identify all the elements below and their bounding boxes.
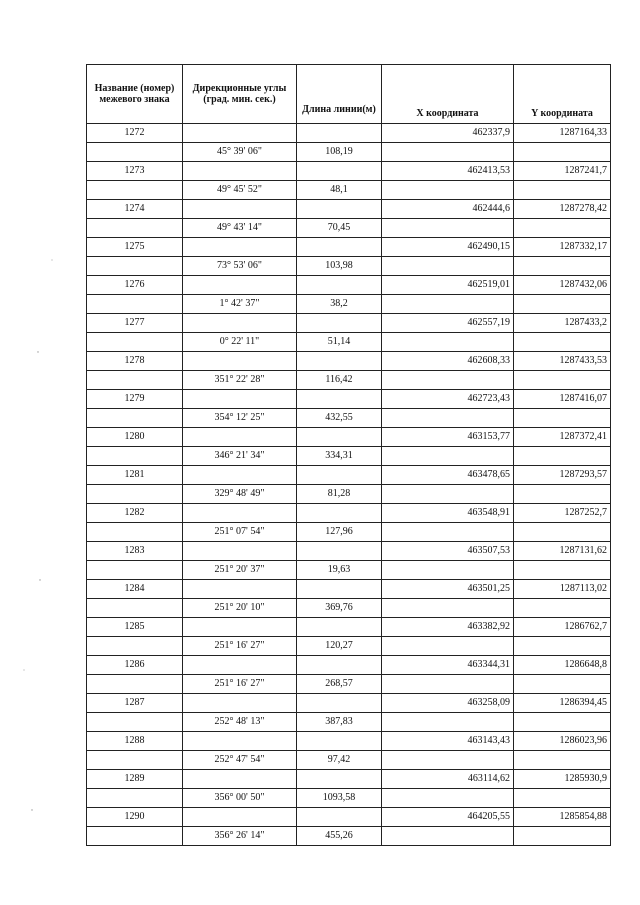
cell-x-coordinate xyxy=(382,713,514,732)
cell-mark-name xyxy=(87,295,183,314)
cell-x-coordinate xyxy=(382,333,514,352)
cell-x-coordinate: 462444,6 xyxy=(382,200,514,219)
cell-x-coordinate xyxy=(382,789,514,808)
cell-direction-angle: 251° 20' 10" xyxy=(183,599,297,618)
table-row xyxy=(87,314,611,333)
cell-line-length: 334,31 xyxy=(297,447,382,466)
cell-y-coordinate: 1285854,88 xyxy=(514,808,611,827)
cell-direction-angle xyxy=(183,124,297,143)
cell-line-length xyxy=(297,238,382,257)
cell-y-coordinate: 1287131,62 xyxy=(514,542,611,561)
cell-mark-name xyxy=(87,789,183,808)
table-row xyxy=(87,276,611,295)
cell-line-length xyxy=(297,694,382,713)
cell-line-length: 19,63 xyxy=(297,561,382,580)
cell-direction-angle xyxy=(183,276,297,295)
cell-direction-angle xyxy=(183,770,297,789)
cell-direction-angle xyxy=(183,314,297,333)
cell-direction-angle xyxy=(183,808,297,827)
cell-x-coordinate: 464205,55 xyxy=(382,808,514,827)
cell-y-coordinate xyxy=(514,295,611,314)
cell-y-coordinate: 1287416,07 xyxy=(514,390,611,409)
header-x-coordinate: X координата xyxy=(382,65,514,124)
cell-y-coordinate xyxy=(514,523,611,542)
cell-mark-name xyxy=(87,143,183,162)
table-row xyxy=(87,542,611,561)
cell-direction-angle: 251° 20' 37" xyxy=(183,561,297,580)
cell-y-coordinate xyxy=(514,713,611,732)
cell-x-coordinate: 462557,19 xyxy=(382,314,514,333)
cell-mark-name: 1278 xyxy=(87,352,183,371)
cell-y-coordinate xyxy=(514,333,611,352)
cell-mark-name xyxy=(87,333,183,352)
boundary-marks-table xyxy=(86,64,611,846)
cell-mark-name xyxy=(87,561,183,580)
cell-y-coordinate xyxy=(514,409,611,428)
cell-x-coordinate xyxy=(382,561,514,580)
cell-mark-name: 1273 xyxy=(87,162,183,181)
cell-x-coordinate xyxy=(382,827,514,846)
table-row xyxy=(87,447,611,466)
cell-x-coordinate xyxy=(382,219,514,238)
table-row xyxy=(87,504,611,523)
cell-y-coordinate: 1287252,7 xyxy=(514,504,611,523)
cell-mark-name: 1290 xyxy=(87,808,183,827)
cell-x-coordinate xyxy=(382,371,514,390)
cell-y-coordinate xyxy=(514,371,611,390)
cell-y-coordinate: 1286762,7 xyxy=(514,618,611,637)
cell-line-length xyxy=(297,656,382,675)
cell-line-length xyxy=(297,200,382,219)
cell-line-length xyxy=(297,504,382,523)
table-row xyxy=(87,808,611,827)
cell-mark-name xyxy=(87,447,183,466)
cell-direction-angle: 356° 00' 50" xyxy=(183,789,297,808)
table-row xyxy=(87,428,611,447)
table-row xyxy=(87,390,611,409)
cell-y-coordinate: 1285930,9 xyxy=(514,770,611,789)
cell-mark-name xyxy=(87,409,183,428)
cell-direction-angle: 1° 42' 37" xyxy=(183,295,297,314)
cell-line-length: 116,42 xyxy=(297,371,382,390)
cell-line-length: 1093,58 xyxy=(297,789,382,808)
cell-mark-name xyxy=(87,371,183,390)
cell-mark-name xyxy=(87,675,183,694)
cell-mark-name xyxy=(87,827,183,846)
cell-direction-angle xyxy=(183,504,297,523)
cell-y-coordinate: 1287332,17 xyxy=(514,238,611,257)
cell-x-coordinate: 463478,65 xyxy=(382,466,514,485)
cell-direction-angle: 251° 16' 27" xyxy=(183,675,297,694)
table-row xyxy=(87,485,611,504)
cell-y-coordinate: 1286648,8 xyxy=(514,656,611,675)
cell-x-coordinate: 463258,09 xyxy=(382,694,514,713)
cell-x-coordinate xyxy=(382,257,514,276)
cell-mark-name xyxy=(87,181,183,200)
cell-mark-name xyxy=(87,713,183,732)
cell-mark-name: 1289 xyxy=(87,770,183,789)
cell-direction-angle xyxy=(183,238,297,257)
table-row xyxy=(87,656,611,675)
cell-mark-name: 1281 xyxy=(87,466,183,485)
cell-x-coordinate: 463548,91 xyxy=(382,504,514,523)
cell-direction-angle: 49° 43' 14" xyxy=(183,219,297,238)
cell-y-coordinate: 1286023,96 xyxy=(514,732,611,751)
cell-y-coordinate: 1287293,57 xyxy=(514,466,611,485)
cell-line-length: 97,42 xyxy=(297,751,382,770)
cell-x-coordinate: 463507,53 xyxy=(382,542,514,561)
cell-y-coordinate: 1287433,53 xyxy=(514,352,611,371)
cell-line-length xyxy=(297,428,382,447)
cell-x-coordinate xyxy=(382,485,514,504)
table-row xyxy=(87,770,611,789)
cell-y-coordinate xyxy=(514,561,611,580)
cell-mark-name: 1288 xyxy=(87,732,183,751)
table-body xyxy=(87,124,611,846)
cell-mark-name xyxy=(87,637,183,656)
cell-direction-angle: 49° 45' 52" xyxy=(183,181,297,200)
cell-x-coordinate xyxy=(382,143,514,162)
cell-direction-angle xyxy=(183,618,297,637)
table-row xyxy=(87,713,611,732)
cell-x-coordinate xyxy=(382,295,514,314)
cell-x-coordinate: 463344,31 xyxy=(382,656,514,675)
cell-x-coordinate: 463382,92 xyxy=(382,618,514,637)
cell-direction-angle: 329° 48' 49" xyxy=(183,485,297,504)
cell-line-length: 70,45 xyxy=(297,219,382,238)
cell-direction-angle: 252° 48' 13" xyxy=(183,713,297,732)
cell-y-coordinate: 1287432,06 xyxy=(514,276,611,295)
cell-x-coordinate xyxy=(382,409,514,428)
cell-mark-name: 1274 xyxy=(87,200,183,219)
cell-y-coordinate: 1286394,45 xyxy=(514,694,611,713)
cell-line-length: 432,55 xyxy=(297,409,382,428)
cell-mark-name xyxy=(87,257,183,276)
cell-mark-name: 1286 xyxy=(87,656,183,675)
table-row xyxy=(87,352,611,371)
cell-line-length xyxy=(297,390,382,409)
cell-x-coordinate xyxy=(382,181,514,200)
cell-direction-angle: 251° 16' 27" xyxy=(183,637,297,656)
header-direction-angle: Дирекционные углы (град. мин. сек.) xyxy=(183,65,297,124)
cell-x-coordinate xyxy=(382,447,514,466)
cell-y-coordinate xyxy=(514,143,611,162)
table-row xyxy=(87,409,611,428)
cell-direction-angle xyxy=(183,352,297,371)
cell-line-length xyxy=(297,618,382,637)
cell-direction-angle xyxy=(183,656,297,675)
table-row xyxy=(87,789,611,808)
cell-y-coordinate: 1287372,41 xyxy=(514,428,611,447)
table-row xyxy=(87,732,611,751)
cell-direction-angle: 251° 07' 54" xyxy=(183,523,297,542)
cell-y-coordinate: 1287241,7 xyxy=(514,162,611,181)
cell-line-length xyxy=(297,124,382,143)
cell-mark-name: 1283 xyxy=(87,542,183,561)
cell-direction-angle xyxy=(183,694,297,713)
cell-x-coordinate: 463501,25 xyxy=(382,580,514,599)
cell-line-length: 369,76 xyxy=(297,599,382,618)
cell-y-coordinate xyxy=(514,789,611,808)
cell-mark-name: 1280 xyxy=(87,428,183,447)
cell-mark-name xyxy=(87,485,183,504)
cell-line-length: 268,57 xyxy=(297,675,382,694)
cell-line-length: 387,83 xyxy=(297,713,382,732)
cell-line-length xyxy=(297,542,382,561)
cell-x-coordinate: 462413,53 xyxy=(382,162,514,181)
cell-y-coordinate xyxy=(514,675,611,694)
cell-line-length: 127,96 xyxy=(297,523,382,542)
cell-direction-angle xyxy=(183,200,297,219)
cell-direction-angle xyxy=(183,732,297,751)
cell-direction-angle: 351° 22' 28" xyxy=(183,371,297,390)
cell-mark-name: 1275 xyxy=(87,238,183,257)
cell-direction-angle xyxy=(183,542,297,561)
cell-line-length: 38,2 xyxy=(297,295,382,314)
table-row xyxy=(87,295,611,314)
table-row xyxy=(87,257,611,276)
cell-x-coordinate: 463114,62 xyxy=(382,770,514,789)
table-row xyxy=(87,751,611,770)
cell-line-length xyxy=(297,580,382,599)
table-row xyxy=(87,238,611,257)
table-row xyxy=(87,333,611,352)
cell-mark-name: 1282 xyxy=(87,504,183,523)
cell-direction-angle xyxy=(183,466,297,485)
cell-direction-angle: 356° 26' 14" xyxy=(183,827,297,846)
cell-line-length: 103,98 xyxy=(297,257,382,276)
cell-x-coordinate xyxy=(382,751,514,770)
cell-direction-angle xyxy=(183,162,297,181)
cell-y-coordinate: 1287164,33 xyxy=(514,124,611,143)
cell-line-length: 51,14 xyxy=(297,333,382,352)
table-row xyxy=(87,618,611,637)
cell-line-length: 48,1 xyxy=(297,181,382,200)
cell-mark-name: 1279 xyxy=(87,390,183,409)
table-row xyxy=(87,694,611,713)
cell-y-coordinate xyxy=(514,219,611,238)
cell-direction-angle: 252° 47' 54" xyxy=(183,751,297,770)
cell-x-coordinate: 463153,77 xyxy=(382,428,514,447)
cell-x-coordinate: 462519,01 xyxy=(382,276,514,295)
cell-direction-angle: 354° 12' 25" xyxy=(183,409,297,428)
cell-y-coordinate xyxy=(514,827,611,846)
table-row xyxy=(87,523,611,542)
table-row xyxy=(87,143,611,162)
table-row xyxy=(87,124,611,143)
cell-y-coordinate: 1287113,02 xyxy=(514,580,611,599)
table-row xyxy=(87,580,611,599)
cell-line-length: 455,26 xyxy=(297,827,382,846)
cell-line-length xyxy=(297,276,382,295)
cell-y-coordinate xyxy=(514,485,611,504)
cell-x-coordinate: 462723,43 xyxy=(382,390,514,409)
cell-mark-name: 1284 xyxy=(87,580,183,599)
table-row xyxy=(87,637,611,656)
cell-direction-angle: 0° 22' 11" xyxy=(183,333,297,352)
table-row xyxy=(87,827,611,846)
table-row xyxy=(87,561,611,580)
header-line-length: Длина линии(м) xyxy=(297,65,382,124)
cell-x-coordinate xyxy=(382,675,514,694)
cell-y-coordinate xyxy=(514,257,611,276)
cell-mark-name xyxy=(87,751,183,770)
cell-mark-name xyxy=(87,523,183,542)
cell-direction-angle xyxy=(183,428,297,447)
cell-line-length xyxy=(297,162,382,181)
cell-mark-name: 1287 xyxy=(87,694,183,713)
cell-y-coordinate: 1287278,42 xyxy=(514,200,611,219)
cell-mark-name xyxy=(87,599,183,618)
header-y-coordinate: Y координата xyxy=(514,65,611,124)
cell-direction-angle xyxy=(183,390,297,409)
cell-line-length xyxy=(297,770,382,789)
cell-direction-angle: 73° 53' 06" xyxy=(183,257,297,276)
cell-y-coordinate xyxy=(514,447,611,466)
cell-x-coordinate: 462608,33 xyxy=(382,352,514,371)
cell-mark-name: 1272 xyxy=(87,124,183,143)
cell-mark-name: 1277 xyxy=(87,314,183,333)
table-header-row xyxy=(87,65,611,124)
cell-mark-name: 1276 xyxy=(87,276,183,295)
cell-x-coordinate: 462337,9 xyxy=(382,124,514,143)
cell-mark-name xyxy=(87,219,183,238)
table-row xyxy=(87,162,611,181)
header-mark-name: Название (номер) межевого знака xyxy=(87,65,183,124)
table-row xyxy=(87,371,611,390)
cell-line-length: 108,19 xyxy=(297,143,382,162)
cell-x-coordinate xyxy=(382,523,514,542)
cell-x-coordinate xyxy=(382,599,514,618)
cell-y-coordinate xyxy=(514,181,611,200)
cell-line-length: 81,28 xyxy=(297,485,382,504)
cell-line-length xyxy=(297,466,382,485)
cell-line-length xyxy=(297,352,382,371)
cell-y-coordinate xyxy=(514,751,611,770)
cell-line-length: 120,27 xyxy=(297,637,382,656)
table-row xyxy=(87,466,611,485)
table-row xyxy=(87,599,611,618)
cell-y-coordinate xyxy=(514,637,611,656)
cell-direction-angle: 346° 21' 34" xyxy=(183,447,297,466)
cell-mark-name: 1285 xyxy=(87,618,183,637)
cell-y-coordinate xyxy=(514,599,611,618)
table-row xyxy=(87,200,611,219)
table-row xyxy=(87,219,611,238)
cell-direction-angle xyxy=(183,580,297,599)
cell-line-length xyxy=(297,808,382,827)
cell-x-coordinate: 462490,15 xyxy=(382,238,514,257)
table-row xyxy=(87,675,611,694)
cell-x-coordinate: 463143,43 xyxy=(382,732,514,751)
table-row xyxy=(87,181,611,200)
cell-direction-angle: 45° 39' 06" xyxy=(183,143,297,162)
cell-line-length xyxy=(297,732,382,751)
cell-x-coordinate xyxy=(382,637,514,656)
cell-line-length xyxy=(297,314,382,333)
cell-y-coordinate: 1287433,2 xyxy=(514,314,611,333)
